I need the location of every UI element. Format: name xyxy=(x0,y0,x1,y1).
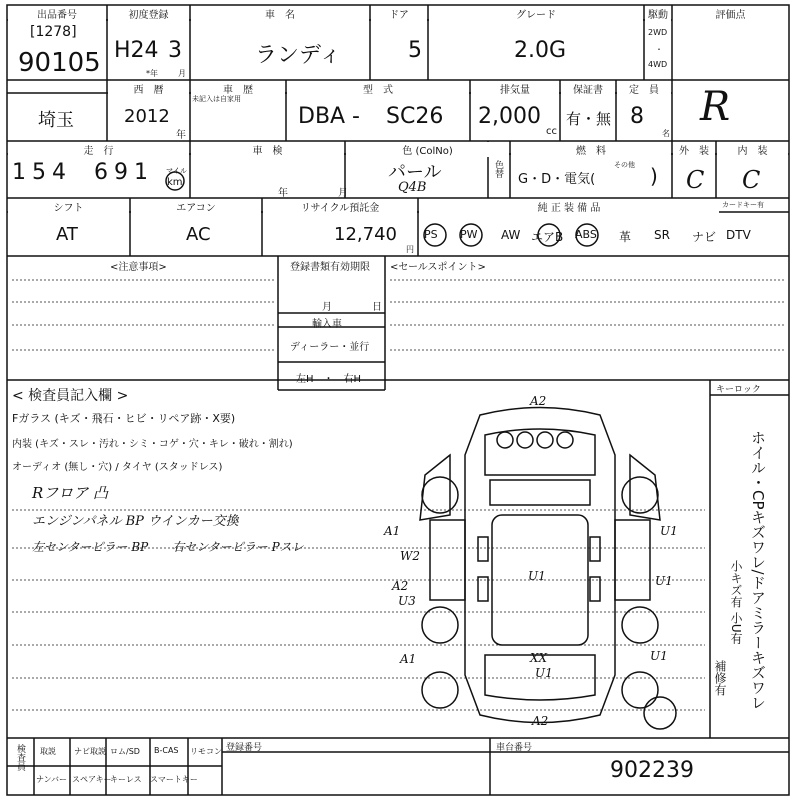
mark-u1-roof: U1 xyxy=(528,569,546,583)
inspector-glass: Fガラス (キズ・飛石・ヒビ・リペア跡・X要) xyxy=(12,412,236,425)
hand-note-2: エンジンパネル BP ウインカー交換 xyxy=(32,514,239,529)
inspector-interior: 内装 (キズ・スレ・汚れ・シミ・コゲ・穴・キレ・破れ・割れ) xyxy=(12,439,293,450)
model-label: 型 式 xyxy=(287,81,469,96)
grade-label: グレード xyxy=(429,6,643,21)
color-code: Q4B xyxy=(398,180,427,195)
drive-label: 駆動 xyxy=(645,6,671,21)
inspector-title: < 検査員記入欄 > xyxy=(12,388,129,404)
shift: AT xyxy=(56,224,78,245)
model-code: SC26 xyxy=(386,104,444,129)
capacity: 8 xyxy=(630,104,644,129)
year-unit: 年 xyxy=(176,130,186,141)
inspection-label: 車 検 xyxy=(191,142,344,157)
footer-inspector-label: 検査員 xyxy=(15,744,25,771)
first-reg-label: 初度登録 xyxy=(108,6,189,21)
equip-abs: ABS xyxy=(575,228,597,241)
footer-item-plate: ナンバー xyxy=(36,775,68,784)
mark-u1-right-rear: U1 xyxy=(655,574,673,588)
ac-label: エアコン xyxy=(131,199,261,214)
car-name: ランディ xyxy=(255,43,342,68)
mileage-digits-b xyxy=(94,160,154,185)
mileage-label: 走 行 xyxy=(8,142,189,157)
recycle-label: リサイクル預託金 xyxy=(263,199,417,214)
region: 埼玉 xyxy=(38,110,74,131)
footer-item-rom: ロム/SD xyxy=(110,747,140,756)
first-reg-month: 3 xyxy=(168,38,182,63)
exterior-grade: C xyxy=(686,166,705,194)
equip-leather: 革 xyxy=(619,230,632,244)
equip-dtv: DTV xyxy=(726,228,751,242)
equipment-label: 純 正 装 備 品 xyxy=(419,199,719,214)
capacity-label: 定 員 xyxy=(617,81,671,96)
footer-item-keyless: キーレス xyxy=(110,775,142,784)
mark-u3: U3 xyxy=(398,594,416,608)
lot-label: 出品番号 xyxy=(8,6,106,21)
lot-sub: [1278] xyxy=(30,24,77,40)
exterior-label: 外 装 xyxy=(673,142,715,157)
mark-a2-left: A2 xyxy=(392,579,409,593)
footer-item-bcas: B-CAS xyxy=(154,746,179,755)
recycle-amount: 12,740 xyxy=(334,224,397,245)
displacement-unit: cc xyxy=(546,126,557,137)
side-note-small: 小キズ有 小U有 xyxy=(729,560,743,645)
mileage-unit-km: km xyxy=(167,177,183,188)
side-note-repair: 補修有 xyxy=(713,660,727,696)
footer-item-remote: リモコン xyxy=(190,747,222,756)
first-reg-era: H24 xyxy=(114,38,159,63)
mileage-digit: 6 xyxy=(94,160,114,185)
history-label: 車 歴 xyxy=(191,81,285,96)
history-note: 未記入は自家用 xyxy=(192,95,241,103)
color-label: 色 (ColNo) xyxy=(346,142,509,157)
inspector-audio-tire: オーディオ (無し・穴) / タイヤ (スタッドレス) xyxy=(12,462,223,473)
reg-expiry-label: 登録書類有効期限 xyxy=(290,262,370,273)
mileage-digit: 1 xyxy=(134,160,154,185)
drive-4wd: 4WD xyxy=(648,60,668,69)
equip-navi: ナビ xyxy=(692,230,717,244)
door-label: ドア xyxy=(371,6,427,21)
mark-a1-left: A1 xyxy=(384,524,401,538)
first-reg-note: *年 xyxy=(146,69,158,78)
mark-a2-bottom: A2 xyxy=(532,714,549,728)
cardkey-label: カードキー有 xyxy=(722,201,764,209)
mark-a2-top: A2 xyxy=(530,395,547,408)
mark-a1-lower: A1 xyxy=(400,652,417,666)
color: パール xyxy=(388,162,442,183)
chassis-label: 車台番号 xyxy=(496,743,533,753)
door-count: 5 xyxy=(408,38,422,63)
hand-note-3: 左センターピラー BP 右センターピラー Pスレ xyxy=(32,540,304,554)
reg-number-label: 登録番号 xyxy=(226,743,263,753)
eval-score: R xyxy=(700,84,731,130)
mileage-digit: 5 xyxy=(32,160,52,185)
fuel-close: ) xyxy=(650,164,658,188)
equip-ps: PS xyxy=(424,228,438,241)
air-conditioner: AC xyxy=(186,224,211,245)
import-dealer: ディーラー・並行 xyxy=(290,342,370,353)
recycle-unit: 円 xyxy=(406,245,414,254)
reg-day: 日 xyxy=(372,302,382,313)
equip-airbag: エアB xyxy=(531,230,564,244)
footer-item-spare-key: スペアキー xyxy=(72,775,112,784)
model-prefix: DBA xyxy=(298,104,346,129)
drive-dot: ・ xyxy=(655,45,663,54)
mileage-digit: 1 xyxy=(12,160,32,185)
drive-2wd: 2WD xyxy=(648,28,668,37)
mark-w2: W2 xyxy=(400,549,420,563)
displacement-label: 排気量 xyxy=(471,81,559,96)
grade: 2.0G xyxy=(514,38,567,63)
mileage-digit: 4 xyxy=(52,160,72,185)
equip-pw: PW xyxy=(460,228,478,241)
footer-item-navi-manual: ナビ取説 xyxy=(74,747,106,756)
model-year: 2012 xyxy=(124,106,170,127)
mark-xx: XX xyxy=(530,651,548,665)
interior-grade: C xyxy=(742,166,761,194)
shift-label: シフト xyxy=(8,199,129,214)
warranty-label: 保証書 xyxy=(561,81,615,96)
chassis-number: 902239 xyxy=(610,758,694,783)
keylock-label: キーロック xyxy=(716,385,761,395)
import-label: 輸入車 xyxy=(312,319,342,330)
capacity-unit: 名 xyxy=(662,129,670,138)
insp-month: 月 xyxy=(338,188,348,199)
fuel: G・D・電気( xyxy=(518,172,596,187)
car-name-label: 車 名 xyxy=(191,6,369,21)
mark-u1-right-qtr: U1 xyxy=(650,649,668,663)
fuel-other: その他 xyxy=(614,161,635,169)
displacement: 2,000 xyxy=(478,104,541,129)
mileage-digit: 9 xyxy=(114,160,134,185)
model-dash: - xyxy=(352,104,360,129)
car-damage-diagram xyxy=(380,395,700,735)
mark-u1-right-front: U1 xyxy=(660,524,678,538)
warranty: 有・無 xyxy=(566,110,612,128)
equip-sunroof: SR xyxy=(654,228,670,242)
lot-number: 90105 xyxy=(18,48,101,78)
equip-aw: AW xyxy=(501,228,521,242)
sales-point-label: <セールスポイント> xyxy=(390,262,486,273)
side-note-main: ホイル・CPキズワレ/ドアミラーキズワレ xyxy=(749,430,767,710)
eval-label: 評価点 xyxy=(673,6,788,21)
caution-label: <注意事項> xyxy=(110,262,167,273)
color-change: 色替 xyxy=(493,160,503,178)
reg-month: 月 xyxy=(322,302,332,313)
interior-label: 内 装 xyxy=(717,142,788,157)
hand-note-1: Rフロア 凸 xyxy=(32,484,109,502)
mileage-digits-a xyxy=(12,160,72,185)
import-handle: 左H ・ 右H xyxy=(296,374,362,385)
insp-year: 年 xyxy=(278,188,288,199)
footer-item-smartkey: スマートキー xyxy=(150,775,198,784)
footer-item-manual: 取説 xyxy=(40,747,56,756)
fuel-label: 燃 料 xyxy=(511,142,671,157)
mark-u1-rear: U1 xyxy=(535,666,553,680)
mileage-unit-mile: マイル xyxy=(166,167,187,175)
year-label: 西 暦 xyxy=(108,81,189,96)
first-reg-unit: 月 xyxy=(178,69,186,78)
